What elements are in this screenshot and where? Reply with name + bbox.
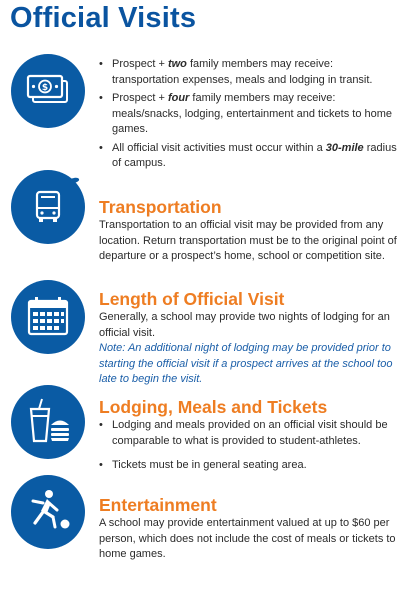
section-heading: Lodging, Meals and Tickets xyxy=(99,397,328,417)
list-item xyxy=(99,141,399,172)
section-heading: Entertainment xyxy=(99,495,217,515)
intro-section xyxy=(99,57,399,172)
section-heading: Transportation xyxy=(99,197,222,217)
lodging-section xyxy=(99,397,399,474)
bullet-text: Prospect + xyxy=(112,92,168,104)
bullet-text: family members may receive: transportation expenses, meals and lodging in transit. xyxy=(112,58,373,86)
intro-bullet-list xyxy=(99,57,399,172)
bus-icon xyxy=(11,170,85,244)
transportation-section xyxy=(99,197,399,265)
lodging-bullet-list xyxy=(99,418,399,474)
calendar-icon xyxy=(11,280,85,354)
svg-text:$: $ xyxy=(41,83,49,93)
section-heading: Length of Official Visit xyxy=(99,289,285,309)
meal-icon xyxy=(11,385,85,459)
section-text: Generally, a school may provide two nights of lodging for an official visit. xyxy=(99,311,390,339)
section-text: Transportation to an official visit may be provided from any location. Return transportation must be to the original point of departure or a prospect’s home, school or competition site. xyxy=(99,219,397,262)
bullet-text: All official visit activities must occur within a xyxy=(112,141,326,154)
section-note: Note: An additional night of lodging may be provided prior to starting the official visit if a prospect arrives at the school too late to begin the visit. xyxy=(99,342,393,385)
bullet-text: Prospect + xyxy=(112,58,168,70)
bowling-icon xyxy=(11,475,85,549)
bullet-emphasis: four xyxy=(167,92,190,104)
length-section xyxy=(99,289,399,388)
bullet-emphasis: two xyxy=(167,58,187,70)
list-item xyxy=(99,91,399,138)
bullet-text: family members may receive: meals/snacks, lodging, entertainment and tickets to home games. xyxy=(112,92,393,135)
section-text: A school may provide entertainment valued at up to $60 per person, which does not include the cost of meals or tickets to home games. xyxy=(99,517,396,560)
list-item: • Lodging and meals provided on an official visit should be comparable to what is provided to student-athletes. xyxy=(99,418,399,449)
bullet-emphasis: 30-mile xyxy=(325,141,364,154)
entertainment-section xyxy=(99,495,399,563)
bullet-text: radius of campus. xyxy=(112,141,397,169)
page-title: Official Visits xyxy=(10,2,197,34)
list-item: • Tickets must be in general seating area. xyxy=(99,458,399,474)
money-icon xyxy=(11,54,85,128)
list-item xyxy=(99,57,399,88)
